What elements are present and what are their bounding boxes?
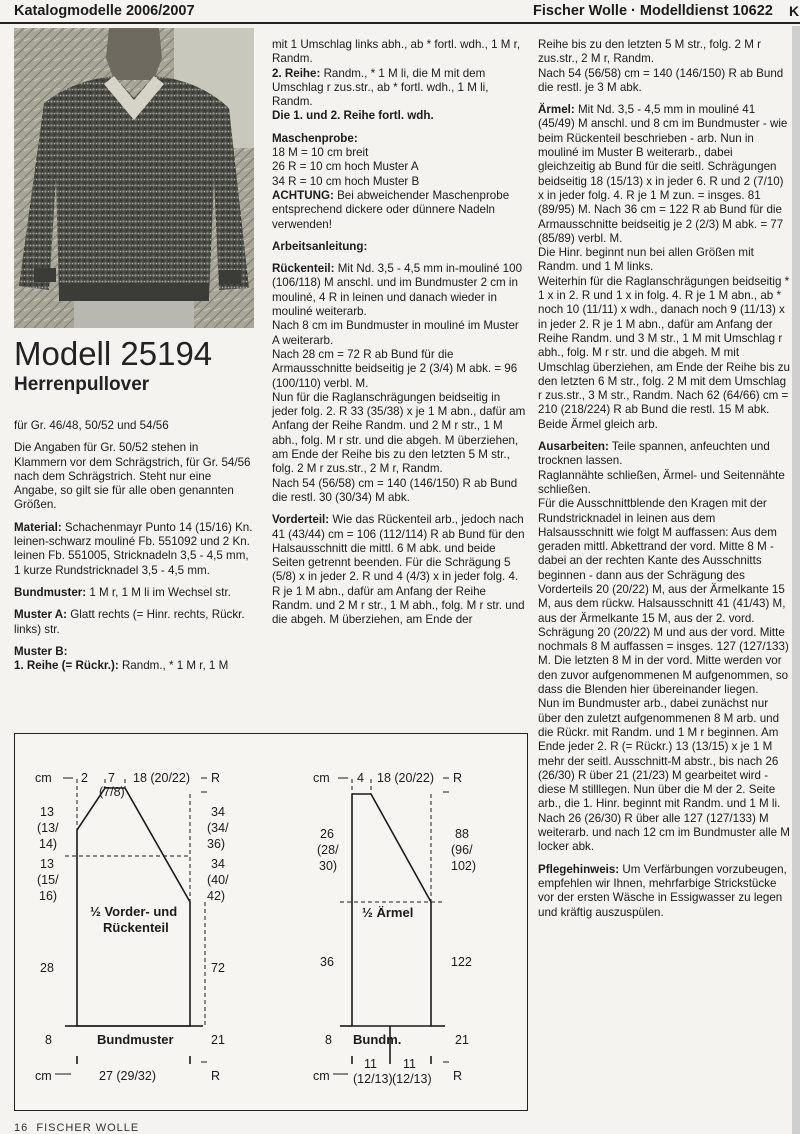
body-label-1: ½ Vorder- und [90,904,178,919]
body-right-4: 21 [211,1033,225,1047]
pflegehinweis-text: Um Verfärbungen vorzubeugen, empfehlen wir Ihnen, mehrfarbige Strickstücke vor der ersten Wäsche in Essigwasser zu legen und kräftig auszuspülen. [538,862,787,919]
sleeve-R-top: R [453,771,463,785]
sleeve-bottom-1b: (12/13) [353,1072,393,1086]
header-rule [0,22,800,24]
model-photo [14,28,254,328]
maschenprobe-2: 26 R = 10 cm hoch Muster A [272,160,419,174]
body-top-b1: 7 [108,771,115,785]
muster-b-heading: Muster B: [14,644,68,658]
body-left-3: 28 [40,961,54,975]
rueckenteil-text-2: Nach 8 cm im Bundmuster in mouliné im Muster A weiterarb. [272,319,519,347]
sleeve-top-b: 18 (20/22) [377,771,434,785]
sleeve-left-1a: 26 [320,827,334,841]
pflegehinweis-label: Pflegehinweis: [538,862,620,876]
column-3 [538,38,790,928]
bundmuster-label: Bundmuster: [14,585,87,599]
footer-brand: FISCHER WOLLE [36,1122,140,1134]
reihe1-cont: mit 1 Umschlag links abh., ab * fortl. wdh., 1 M r, Randm. [272,38,521,66]
material-paragraph [14,521,254,578]
sleeve-left-3: 8 [325,1033,332,1047]
body-bund-label: Bundmuster [97,1032,174,1047]
material-text: Schachenmayr Punto 14 (15/16) Kn. leinen-schwarz mouliné Fb. 551092 und 2 Kn. leinen Fb. 551005, Stricknadeln 3,5 - 4,5 mm, 1 kurze Rundstricknadel 3,5 - 4,5 mm. [14,520,253,577]
body-bottom-width: 27 (29/32) [99,1069,156,1083]
pflegehinweis-paragraph [538,863,790,920]
schematic-diagram [14,733,528,1111]
aermel-text: Mit Nd. 3,5 - 4,5 mm in mouliné 41 (45/49) M anschl. und 8 cm im Bundmuster - wie beim Rückenteil beschrieben - arb. Nun in mouliné im Muster B weiterarb., dabei gleichzeitig ab Bund für die seitl. Schrägungen beidseitig 18 (15/13) x in jeder 6. R und 2 (7/10) x in jeder folg. 4. R je 1 M zun. = insges. 81 (89/95) M. Nach 36 cm = 122 R ab Bund für die Armausschnitte beidseitig je 2 (2/3) M abk. = 77 (85/89) verbl. M. [538,103,788,245]
next-page-edge-letter: K [789,3,800,19]
sleeve-right-1c: 102) [451,859,477,873]
bundmuster-text: 1 M r, 1 M li im Wechsel str. [89,585,231,599]
body-top-c: 18 (20/22) [133,771,190,785]
reihe1-text: Randm., * 1 M r, 1 M [121,659,229,673]
body-right-1a: 34 [211,805,225,819]
rueckenteil-text-5: Nach 54 (56/58) cm = 140 (146/150) R ab Bund die restl. 30 (30/34) M abk. [272,476,518,504]
sleeve-bottom-1a: 11 [364,1057,377,1071]
achtung-label: ACHTUNG: [272,188,334,202]
ausarbeiten-paragraph [538,440,790,469]
page-number: 16 [14,1122,29,1134]
body-left-2c: 16) [39,889,58,903]
sleeve-right-1b: (96/ [451,843,473,857]
vorderteil-paragraph [272,513,526,627]
schematic-svg [15,734,527,1110]
reihe1-paragraph [14,659,254,673]
vorderteil-text: Wie das Rückenteil arb., jedoch nach 41 (43/44) cm = 106 (112/114) R ab Bund für den Halsausschnitt die mittl. 6 M abk. und beide Seiten getrennt beenden. Für die Schrägung 5 (5/8) x in jeder 2. R und 4 (4/3) x in jeder folg. 4. R je 1 M abn., dafür am Anfang der Reihe Randm. und 2 M r str., 1 M abh., folg. M r str. und die abgeh. M überziehen, am Ende der [272,513,525,627]
body-left-1c: 14) [39,837,58,851]
rueckenteil-paragraph [272,262,526,319]
catalog-header: Katalogmodelle 2006/2007 [14,3,195,19]
reihe12-text: Die 1. und 2. Reihe fortl. wdh. [272,109,434,123]
body-top-b2: (7/8) [99,785,125,799]
page-footer [14,1122,139,1134]
reihe2-paragraph [272,67,526,110]
ausarbeiten-text-4: Nun im Bundmuster arb., dabei zunächst nur über den zuletzt aufgenommenen 8 M arb. und die Rückr. mit Randm. und 1 M r beginnen. Am Ende jeder 2. R (= Rückr.) 13 (13/15) x je 1 M mehr der seitl. Ausschnitt-M abstr., bis nach 26 (26/30) R über 21 (21/23) M gearbeitet wird - diese M stilllegen. Nun über die M der 2. Seite arb., die 1. Hinr. beginnt mit Randm. und 1 M li. Nach 26 (26/30) R über alle 127 (127/133) M weiterarb. und nach 12 cm im Bundmuster alle M locker abk. [538,697,790,854]
next-page-edge [792,26,800,1134]
reihe1-label: 1. Reihe (= Rückr.): [14,659,119,673]
muster-a-label: Muster A: [14,608,68,622]
column-2 [272,38,526,636]
body-right-3: 72 [211,961,225,975]
material-label: Material: [14,520,62,534]
rueckenteil-text: Mit Nd. 3,5 - 4,5 mm in-mouliné 100 (106/118) M anschl. und im Bundmuster 2 cm in mouliné, 4 R in leinen und danach wieder in mouliné weiterarb. [272,262,523,319]
vorderteil-cont: Reihe bis zu den letzten 5 M str., folg. 2 M r zus.str., 2 M r, Randm. [538,38,761,66]
column-1 [14,419,254,681]
model-title: Modell 25194 [14,335,213,372]
maschenprobe-1: 18 M = 10 cm breit [272,146,369,160]
sleeve-label: ½ Ärmel [362,905,414,920]
muster-a-text: Glatt rechts (= Hinr. rechts, Rückr. links) str. [14,608,245,636]
size-intro-text: Die Angaben für Gr. 50/52 stehen in Klammern vor dem Schrägstrich, für Gr. 54/56 nach dem Schrägstrich. Steht nur eine Angabe, so gilt sie für alle oben genannten Größen. [14,441,251,512]
reihe2-text: Randm., * 1 M li, die M mit dem Umschlag r zus.str., ab * fortl. wdh., 1 M li, Randm. [272,66,489,109]
body-right-2c: 42) [207,889,226,903]
body-left-4: 8 [45,1033,52,1047]
model-photo-illustration [14,28,254,328]
sleeve-bund-label: Bundm. [353,1032,402,1047]
vorderteil-label: Vorderteil: [272,513,330,527]
body-top-a: 2 [81,771,88,785]
sleeve-left-2: 36 [320,955,334,969]
sleeve-bottom-2a: 11 [403,1057,416,1071]
sleeve-cm-bottom: cm [313,1069,330,1083]
body-right-2a: 34 [211,857,225,871]
sleeve-left-1c: 30) [319,859,338,873]
muster-a-paragraph [14,608,254,637]
body-left-2a: 13 [40,857,54,871]
reihe2-label: 2. Reihe: [272,66,321,80]
service-header: Fischer Wolle · Modelldienst 10622 [533,3,773,19]
sleeve-left-1b: (28/ [317,843,339,857]
ausarbeiten-label: Ausarbeiten: [538,440,609,454]
rueckenteil-label: Rückenteil: [272,262,335,276]
body-right-1b: (34/ [207,821,229,835]
sleeve-bottom-2b: (12/13) [392,1072,432,1086]
aermel-text-3: Weiterhin für die Raglanschrägungen beidseitig * 1 x in 2. R und 1 x in folg. 4. R je 1 M abn., ab * noch 10 (11/11) x wdh., danach noch 9 (11/13) x in jeder 2. R je 1 M abn., dafür am Anfang der Reihe Randm. und 3 M str., 1 M mit Umschlag r abh., folg. M r str. und die abgeh. M mit Umschlag überziehen, am Ende der Reihe bis zu den letzten 6 M str., folg. 2 M mit dem Umschlag r zus.str., 3 M str., Randm. Nach 62 (64/66) cm = 210 (218/224) R ab Bund die restl. 15 M abk. Beide Ärmel gleich arb. [538,274,790,431]
maschenprobe-3: 34 R = 10 cm hoch Muster B [272,174,420,188]
body-R-top: R [211,771,221,785]
aermel-text-2: Die Hinr. beginnt nun bei allen Größen mit Randm. und 1 M links. [538,246,754,274]
body-R-bottom: R [211,1069,221,1083]
sleeve-right-3: 21 [455,1033,469,1047]
rueckenteil-text-4: Nun für die Raglanschrägungen beidseitig in jeder folg. 2. R 33 (35/38) x je 1 M abn., dafür am Anfang der Reihe Randm. und 2 M r str., 1 M abh., folg. M r str. und die abgeh. M überziehen, am Ende der Reihe bis zu den letzten 5 M str., folg. 2 M r zus.str., 2 M r, Randm. [272,390,526,476]
bundmuster-paragraph [14,586,254,600]
vorderteil-cont-2: Nach 54 (56/58) cm = 140 (146/150) R ab Bund die restl. je 3 M abk. [538,66,784,94]
ausarbeiten-text-2: Raglannähte schließen, Ärmel- und Seitennähte schließen. [538,468,785,496]
body-left-1a: 13 [40,805,54,819]
body-right-2b: (40/ [207,873,229,887]
ausarbeiten-text-3: Für die Ausschnittblende den Kragen mit der Rundstricknadel in leinen aus dem Halsausschnitt wie folgt M auffassen: Aus dem geraden mittl. Abkettrand der vord. Mitte 8 M - dabei an der rechten Kante des Ausschnitts beginnen - dann aus der Schrägung des Vorderteils 20 (20/22) M, aus der Ärmelkante 15 M, aus dem rückw. Halsausschnitt 41 (41/43) M, aus der Ärmelkante 15 M, aus der 2. vord. Schrägung 20 (20/22) M und aus der vord. Mitte nochmals 8 M auffassen = insges. 127 (127/133) M. Die letzten 8 M in der vord. Mitte werden vor den zuvor aufgenommenen M aufgenommen, so dass die Blenden hier übereinander liegen. [538,497,789,697]
body-cm-bottom: cm [35,1069,52,1083]
sleeve-top-a: 4 [357,771,364,785]
rueckenteil-text-3: Nach 28 cm = 72 R ab Bund für die Armausschnitte beidseitig je 2 (3/4) M abk. = 96 (100/110) verbl. M. [272,347,518,390]
achtung-paragraph [272,189,526,232]
body-right-1c: 36) [207,837,226,851]
sleeve-cm-top: cm [313,771,330,785]
aermel-paragraph [538,103,790,246]
body-label-2: Rückenteil [103,920,169,935]
sleeve-R-bottom: R [453,1069,463,1083]
sleeve-right-1a: 88 [455,827,469,841]
ausarbeiten-text: Teile spannen, anfeuchten und trocknen lassen. [538,440,770,468]
aermel-label: Ärmel: [538,103,575,117]
maschenprobe-label: Maschenprobe: [272,131,358,145]
body-piece-diagram [35,771,229,1083]
body-cm-top: cm [35,771,52,785]
body-left-2b: (15/ [37,873,59,887]
sizes-text: für Gr. 46/48, 50/52 und 54/56 [14,419,169,432]
sleeve-right-2: 122 [451,955,472,969]
sleeve-diagram [313,771,476,1086]
muster-b-label [14,645,254,659]
achtung-text: Bei abweichender Maschenprobe entsprechend dickere oder dünnere Nadeln verwenden! [272,188,510,231]
model-subtitle: Herrenpullover [14,374,150,395]
body-left-1b: (13/ [37,821,59,835]
arbeitsanleitung-heading: Arbeitsanleitung: [272,239,368,253]
